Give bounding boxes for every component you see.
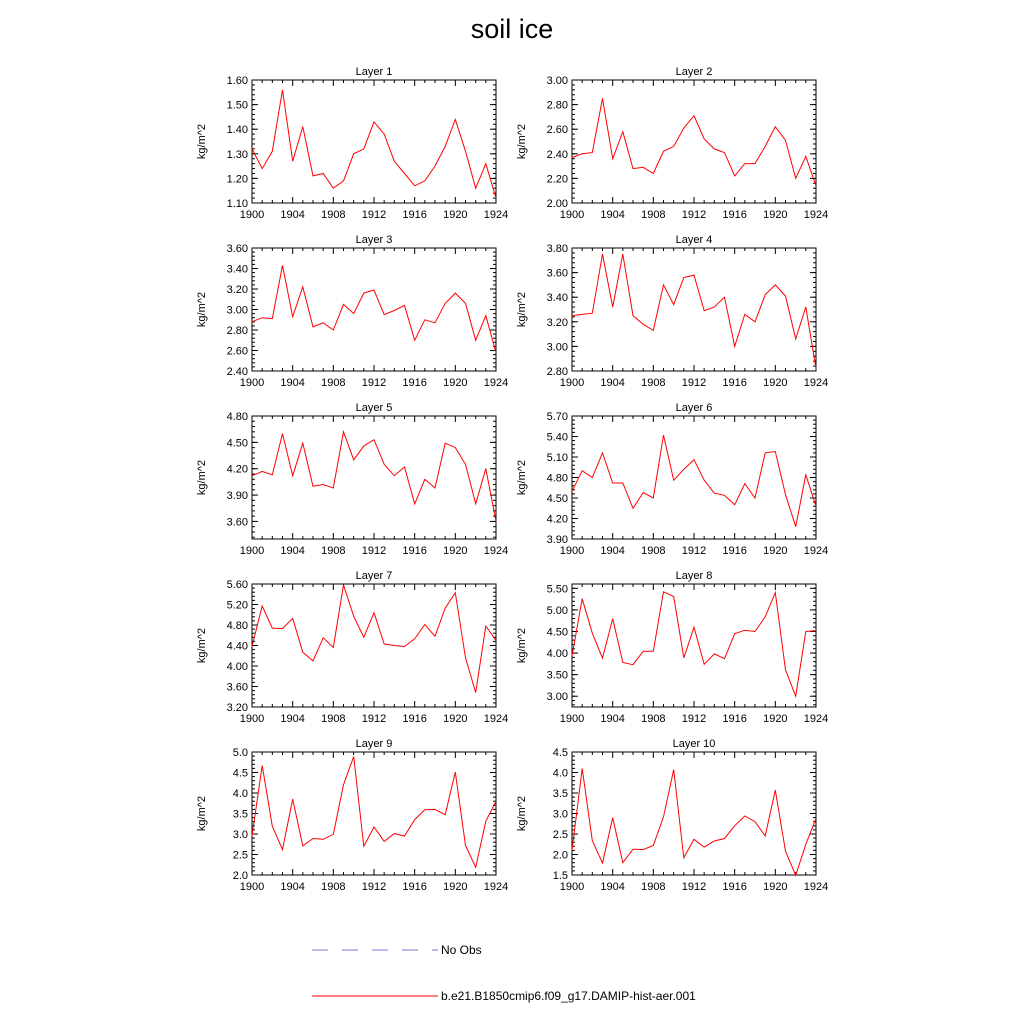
x-tick-label: 1900 xyxy=(239,713,265,725)
x-tick-label: 1924 xyxy=(483,545,509,557)
series-line xyxy=(252,585,496,693)
y-tick-label: 2.0 xyxy=(232,870,248,882)
y-tick-label: 2.40 xyxy=(226,366,248,378)
x-tick-label: 1920 xyxy=(763,713,788,725)
x-tick-label: 1900 xyxy=(239,881,265,893)
series-line xyxy=(572,768,816,875)
panel-title: Layer 2 xyxy=(675,66,713,78)
x-tick-label: 1912 xyxy=(361,545,387,557)
y-tick-label: 3.60 xyxy=(226,243,248,255)
x-tick-label: 1908 xyxy=(641,545,666,557)
y-axis-label: kg/m^2 xyxy=(196,627,208,664)
panel-title: Layer 4 xyxy=(675,234,713,246)
x-tick-label: 1900 xyxy=(239,545,265,557)
y-tick-label: 4.00 xyxy=(546,648,568,661)
x-tick-label: 1924 xyxy=(483,377,509,389)
y-tick-label: 3.20 xyxy=(226,702,248,714)
y-tick-label: 5.20 xyxy=(226,599,248,612)
y-tick-label: 4.20 xyxy=(546,513,568,526)
y-tick-label: 3.00 xyxy=(546,691,568,704)
plot-frame xyxy=(252,248,496,371)
x-tick-label: 1912 xyxy=(681,377,707,389)
y-tick-label: 3.5 xyxy=(232,808,248,821)
y-axis-label: kg/m^2 xyxy=(196,291,208,328)
plot-frame xyxy=(572,416,816,539)
y-tick-label: 3.80 xyxy=(546,243,568,255)
chart-panel-10 xyxy=(516,738,828,893)
panel-title: Layer 5 xyxy=(355,402,393,414)
x-tick-label: 1920 xyxy=(763,377,788,389)
x-tick-label: 1904 xyxy=(280,545,305,557)
y-tick-label: 4.5 xyxy=(232,767,248,780)
x-tick-label: 1920 xyxy=(763,209,788,221)
x-tick-label: 1904 xyxy=(600,545,625,557)
x-tick-label: 1924 xyxy=(803,713,829,725)
legend-model-label: b.e21.B1850cmip6.f09_g17.DAMIP-hist-aer.001 xyxy=(441,989,696,1003)
series-line xyxy=(252,265,496,352)
y-tick-label: 4.80 xyxy=(226,620,248,632)
chart-panel-8 xyxy=(516,570,828,725)
y-axis-label: kg/m^2 xyxy=(516,459,528,496)
y-tick-label: 2.00 xyxy=(546,198,568,210)
y-tick-label: 4.50 xyxy=(226,437,248,450)
x-tick-label: 1904 xyxy=(600,209,625,221)
x-tick-label: 1916 xyxy=(722,377,747,389)
x-tick-label: 1916 xyxy=(722,713,747,725)
y-tick-label: 3.5 xyxy=(552,788,568,800)
y-tick-label: 3.60 xyxy=(546,267,568,280)
chart-panel-2 xyxy=(516,66,828,221)
x-tick-label: 1920 xyxy=(763,545,788,557)
y-tick-label: 3.0 xyxy=(232,829,248,841)
panel-title: Layer 9 xyxy=(355,738,393,750)
y-axis-label: kg/m^2 xyxy=(196,459,208,496)
y-tick-label: 1.5 xyxy=(552,870,568,882)
x-tick-label: 1924 xyxy=(803,545,829,557)
chart-panel-4 xyxy=(516,234,828,389)
x-tick-label: 1904 xyxy=(280,209,305,221)
y-tick-label: 3.0 xyxy=(552,808,568,821)
x-tick-label: 1924 xyxy=(483,713,509,725)
y-tick-label: 3.00 xyxy=(226,304,248,317)
x-tick-label: 1924 xyxy=(483,209,509,221)
y-tick-label: 5.40 xyxy=(546,431,568,444)
x-tick-label: 1920 xyxy=(443,545,468,557)
y-tick-label: 3.60 xyxy=(226,681,248,694)
y-tick-label: 2.5 xyxy=(232,849,248,862)
series-line xyxy=(572,254,816,368)
x-tick-label: 1916 xyxy=(402,377,427,389)
y-tick-label: 5.50 xyxy=(546,583,568,596)
y-tick-label: 5.00 xyxy=(546,604,568,617)
x-tick-label: 1920 xyxy=(443,209,468,221)
chart-panel-7 xyxy=(196,570,508,725)
y-tick-label: 2.60 xyxy=(546,124,568,137)
x-tick-label: 1908 xyxy=(321,713,346,725)
series-line xyxy=(252,757,496,868)
y-tick-label: 5.10 xyxy=(546,452,568,464)
x-tick-label: 1912 xyxy=(681,209,707,221)
plot-frame xyxy=(252,584,496,707)
y-tick-label: 3.20 xyxy=(546,316,568,329)
x-tick-label: 1908 xyxy=(321,881,346,893)
y-tick-label: 4.80 xyxy=(226,411,248,423)
x-tick-label: 1924 xyxy=(803,209,829,221)
y-tick-label: 4.80 xyxy=(546,472,568,485)
x-tick-label: 1912 xyxy=(681,881,707,893)
y-axis-label: kg/m^2 xyxy=(516,123,528,160)
y-tick-label: 4.0 xyxy=(232,788,248,800)
legend-obs-label: No Obs xyxy=(441,943,482,957)
y-axis-label: kg/m^2 xyxy=(516,795,528,832)
x-tick-label: 1904 xyxy=(280,713,305,725)
y-tick-label: 3.60 xyxy=(226,516,248,529)
y-tick-label: 5.70 xyxy=(546,411,568,423)
x-tick-label: 1900 xyxy=(559,881,585,893)
y-tick-label: 3.50 xyxy=(546,669,568,682)
y-tick-label: 3.40 xyxy=(226,263,248,276)
x-tick-label: 1912 xyxy=(681,713,707,725)
y-axis-label: kg/m^2 xyxy=(196,795,208,832)
y-tick-label: 4.5 xyxy=(552,747,568,759)
x-tick-label: 1908 xyxy=(641,881,666,893)
y-axis-label: kg/m^2 xyxy=(516,627,528,664)
series-line xyxy=(252,90,496,198)
x-tick-label: 1900 xyxy=(239,377,265,389)
y-tick-label: 2.80 xyxy=(546,366,568,378)
x-tick-label: 1916 xyxy=(722,881,747,893)
y-tick-label: 4.40 xyxy=(226,640,248,653)
x-tick-label: 1900 xyxy=(559,209,585,221)
y-tick-label: 5.0 xyxy=(232,747,248,759)
y-tick-label: 4.20 xyxy=(226,463,248,476)
x-tick-label: 1920 xyxy=(443,713,468,725)
x-tick-label: 1908 xyxy=(641,377,666,389)
chart-panel-9 xyxy=(196,738,508,893)
x-tick-label: 1920 xyxy=(763,881,788,893)
x-tick-label: 1912 xyxy=(361,713,387,725)
chart-panel-3 xyxy=(196,234,508,389)
series-line xyxy=(572,592,816,696)
series-line xyxy=(572,98,816,185)
y-tick-label: 5.60 xyxy=(226,579,248,591)
y-tick-label: 4.50 xyxy=(546,493,568,505)
x-tick-label: 1900 xyxy=(559,545,585,557)
y-tick-label: 4.0 xyxy=(552,767,568,780)
y-tick-label: 1.20 xyxy=(226,173,248,186)
y-tick-label: 3.40 xyxy=(546,292,568,305)
page-title: soil ice xyxy=(470,14,554,44)
x-tick-label: 1908 xyxy=(321,209,346,221)
x-tick-label: 1904 xyxy=(600,713,625,725)
chart-panel-6 xyxy=(516,402,828,557)
x-tick-label: 1904 xyxy=(280,881,305,893)
y-tick-label: 3.00 xyxy=(546,75,568,87)
panel-title: Layer 3 xyxy=(355,234,393,246)
x-tick-label: 1924 xyxy=(803,881,829,893)
y-tick-label: 1.10 xyxy=(226,198,248,210)
x-tick-label: 1916 xyxy=(722,209,747,221)
plot-frame xyxy=(572,584,816,707)
y-tick-label: 1.40 xyxy=(226,124,248,137)
x-tick-label: 1912 xyxy=(361,377,387,389)
y-tick-label: 2.40 xyxy=(546,148,568,161)
plot-frame xyxy=(572,80,816,203)
y-axis-label: kg/m^2 xyxy=(196,123,208,160)
x-tick-label: 1908 xyxy=(321,377,346,389)
x-tick-label: 1916 xyxy=(402,881,427,893)
x-tick-label: 1924 xyxy=(803,377,829,389)
plot-frame xyxy=(252,80,496,203)
x-tick-label: 1912 xyxy=(361,881,387,893)
x-tick-label: 1900 xyxy=(559,377,585,389)
x-tick-label: 1920 xyxy=(443,377,468,389)
x-tick-label: 1904 xyxy=(280,377,305,389)
x-tick-label: 1900 xyxy=(559,713,585,725)
panel-title: Layer 7 xyxy=(355,570,393,582)
y-tick-label: 2.80 xyxy=(546,99,568,112)
series-line xyxy=(252,432,496,522)
panel-title: Layer 6 xyxy=(675,402,713,414)
x-tick-label: 1920 xyxy=(443,881,468,893)
panel-title: Layer 8 xyxy=(675,570,713,582)
x-tick-label: 1916 xyxy=(402,713,427,725)
panel-title: Layer 1 xyxy=(355,66,393,78)
x-tick-label: 1924 xyxy=(483,881,509,893)
panel-title: Layer 10 xyxy=(672,738,716,750)
plot-frame xyxy=(252,752,496,875)
chart-panel-5 xyxy=(196,402,508,557)
y-axis-label: kg/m^2 xyxy=(516,291,528,328)
x-tick-label: 1900 xyxy=(239,209,265,221)
series-line xyxy=(572,435,816,527)
y-tick-label: 4.50 xyxy=(546,626,568,639)
plot-frame xyxy=(572,248,816,371)
y-tick-label: 1.50 xyxy=(226,99,248,112)
y-tick-label: 3.90 xyxy=(546,534,568,546)
y-tick-label: 1.60 xyxy=(226,75,248,87)
y-tick-label: 2.0 xyxy=(552,849,568,862)
x-tick-label: 1908 xyxy=(641,209,666,221)
x-tick-label: 1916 xyxy=(722,545,747,557)
x-tick-label: 1916 xyxy=(402,545,427,557)
y-tick-label: 3.00 xyxy=(546,341,568,354)
x-tick-label: 1904 xyxy=(600,881,625,893)
y-tick-label: 3.90 xyxy=(226,490,248,503)
x-tick-label: 1912 xyxy=(361,209,387,221)
y-tick-label: 2.20 xyxy=(546,173,568,186)
x-tick-label: 1904 xyxy=(600,377,625,389)
y-tick-label: 3.20 xyxy=(226,284,248,296)
plot-frame xyxy=(252,416,496,539)
x-tick-label: 1908 xyxy=(641,713,666,725)
y-tick-label: 2.60 xyxy=(226,345,248,358)
y-tick-label: 2.80 xyxy=(226,325,248,337)
chart-panel-1 xyxy=(196,66,508,221)
y-tick-label: 2.5 xyxy=(552,829,568,841)
x-tick-label: 1916 xyxy=(402,209,427,221)
x-tick-label: 1908 xyxy=(321,545,346,557)
x-tick-label: 1912 xyxy=(681,545,707,557)
y-tick-label: 1.30 xyxy=(226,148,248,161)
y-tick-label: 4.00 xyxy=(226,661,248,673)
